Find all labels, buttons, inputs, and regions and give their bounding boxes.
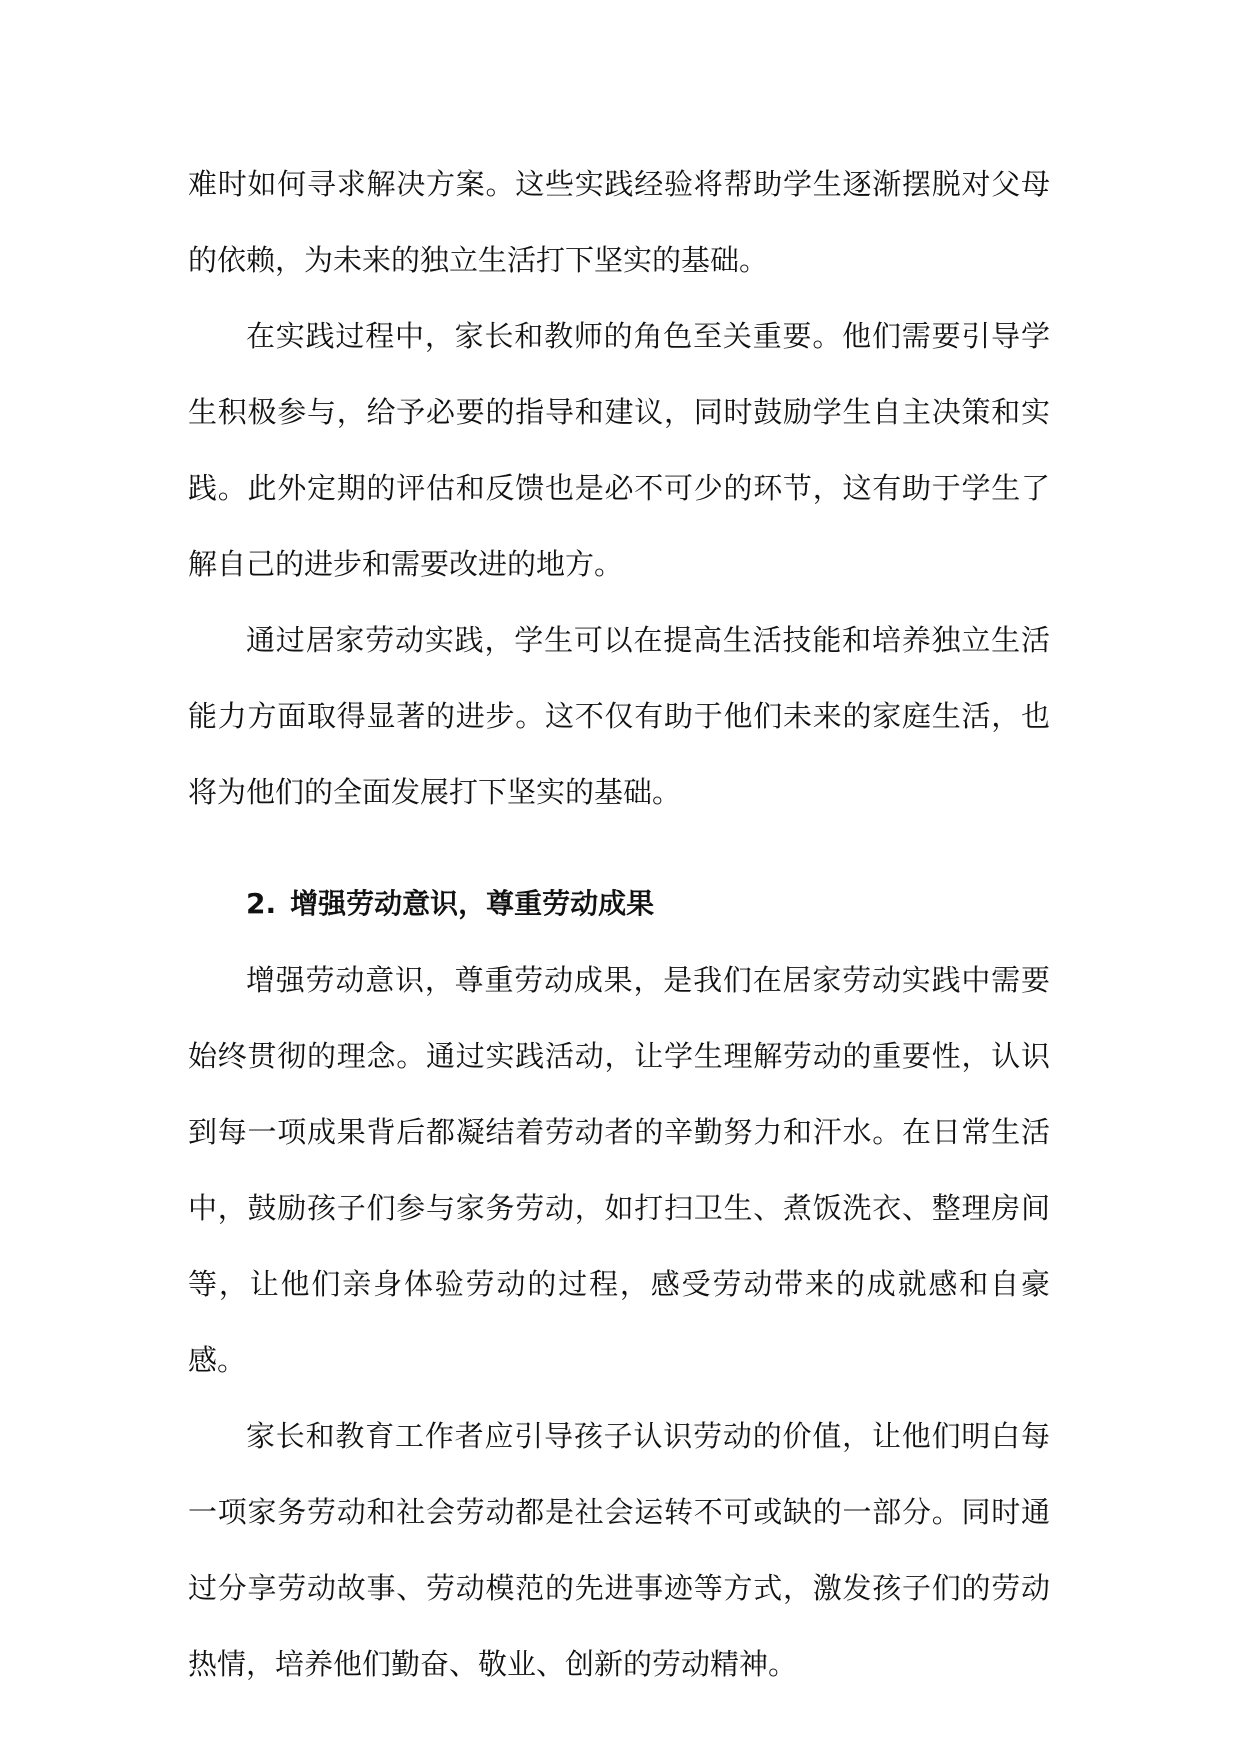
paragraph-progress-summary: 通过居家劳动实践，学生可以在提高生活技能和培养独立生活能力方面取得显著的进步。这不仅有助于他们未来的家庭生活，也将为他们的全面发展打下坚实的基础。 xyxy=(188,623,1050,809)
document-body xyxy=(188,146,1050,1702)
paragraph-continuation: 难时如何寻求解决方案。这些实践经验将帮助学生逐渐摆脱对父母的依赖，为未来的独立生活打下坚实的基础。 xyxy=(188,167,1050,277)
section-number: 2. xyxy=(246,887,277,920)
paragraph-labor-value: 家长和教育工作者应引导孩子认识劳动的价值，让他们明白每一项家务劳动和社会劳动都是社会运转不可或缺的一部分。同时通过分享劳动故事、劳动模范的先进事迹等方式，激发孩子们的劳动热情，培养他们勤奋、敬业、创新的劳动精神。 xyxy=(188,1419,1050,1681)
section-title: 增强劳动意识，尊重劳动成果 xyxy=(290,887,655,920)
paragraph-roles-of-parents-teachers: 在实践过程中，家长和教师的角色至关重要。他们需要引导学生积极参与，给予必要的指导和建议，同时鼓励学生自主决策和实践。此外定期的评估和反馈也是必不可少的环节，这有助于学生了解自己的进步和需要改进的地方。 xyxy=(188,319,1050,581)
paragraph-labor-awareness: 增强劳动意识，尊重劳动成果，是我们在居家劳动实践中需要始终贯彻的理念。通过实践活动，让学生理解劳动的重要性，认识到每一项成果背后都凝结着劳动者的辛勤努力和汗水。在日常生活中，鼓励孩子们参与家务劳动，如打扫卫生、煮饭洗衣、整理房间等，让他们亲身体验劳动的过程，感受劳动带来的成就感和自豪感。 xyxy=(188,963,1050,1377)
section-heading xyxy=(188,866,1050,942)
